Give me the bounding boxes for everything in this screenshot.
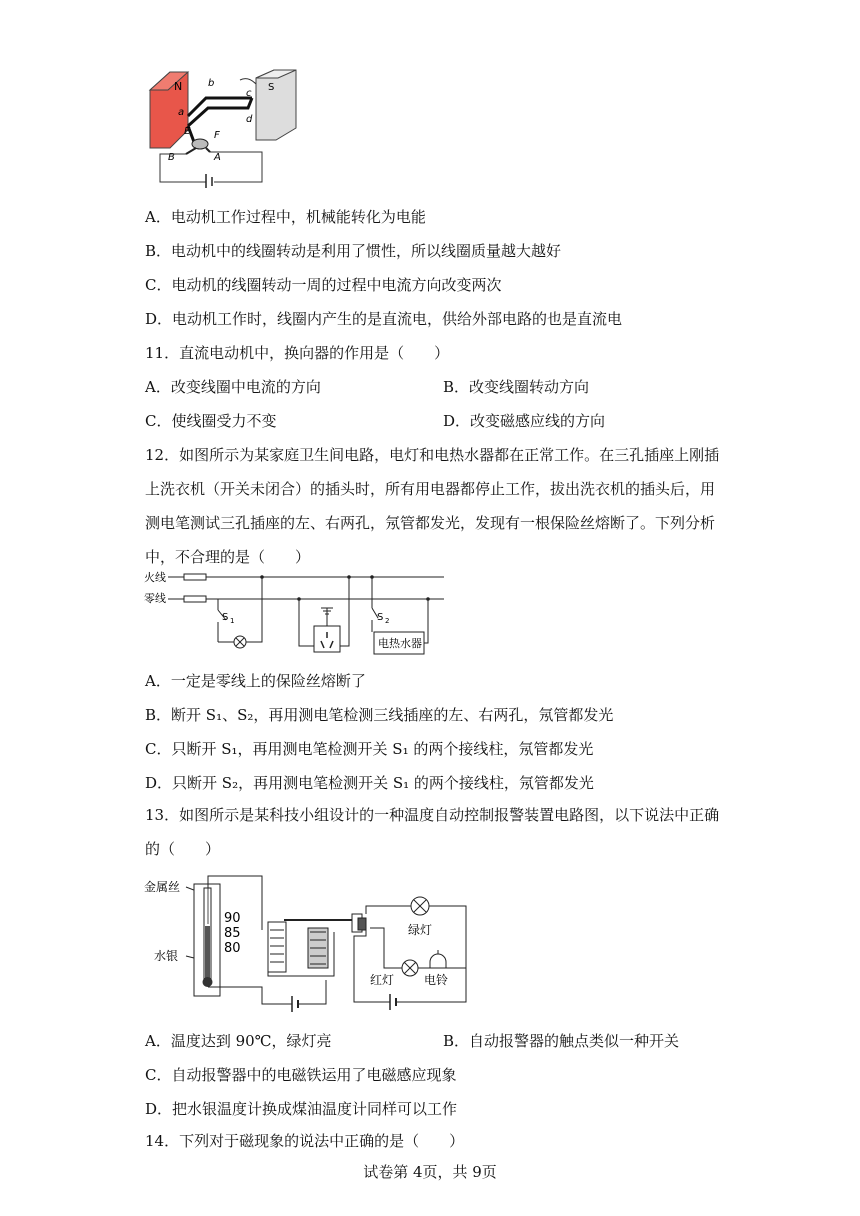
- water-heater-label: 电热水器: [378, 637, 422, 650]
- switch-s2-subscript: 2: [385, 617, 390, 625]
- q12-stem-line-2: 上洗衣机（开关未闭合）的插头时，所有用电器都停止工作，拔出洗衣机的插头后，用: [145, 480, 716, 498]
- q12-option-c: C．只断开 S₁，再用测电笔检测开关 S₁ 的两个接线柱，氖管都发光: [145, 740, 594, 758]
- metal-wire-label: 金属丝: [144, 880, 181, 894]
- switch-s1-subscript: 1: [230, 617, 235, 625]
- q13-option-c: C．自动报警器中的电磁铁运用了电磁感应现象: [145, 1066, 457, 1084]
- q14-stem: 14．下列对于磁现象的说法中正确的是（ ）: [145, 1132, 465, 1150]
- q12-stem-line-3: 测电笔测试三孔插座的左、右两孔，氖管都发光，发现有一根保险丝熔断了。下列分析: [145, 514, 716, 532]
- coil-d-label: d: [246, 114, 253, 125]
- q11-option-c: C．使线圈受力不变: [145, 412, 277, 430]
- q11-option-b: B．改变线圈转动方向: [443, 378, 590, 396]
- motor-figure: [148, 68, 303, 190]
- q13-stem-line-2: 的（ ）: [145, 840, 221, 858]
- q13-option-d: D．把水银温度计换成煤油温度计同样可以工作: [145, 1100, 458, 1118]
- red-light-label: 红灯: [370, 973, 395, 987]
- q12-option-a: A．一定是零线上的保险丝熔断了: [145, 672, 366, 690]
- pole-n-label: N: [174, 80, 183, 93]
- q10-option-b: B．电动机中的线圈转动是利用了惯性，所以线圈质量越大越好: [145, 242, 562, 260]
- q13-option-b: B．自动报警器的触点类似一种开关: [443, 1032, 680, 1050]
- live-wire-label: 火线: [144, 571, 166, 584]
- q10-option-c: C．电动机的线圈转动一周的过程中电流方向改变两次: [145, 276, 502, 294]
- brush-e-label: E: [184, 126, 191, 137]
- mercury-label: 水银: [154, 949, 179, 963]
- page-footer: 试卷第 4页，共 9页: [363, 1163, 497, 1181]
- q11-option-d: D．改变磁感应线的方向: [443, 412, 606, 430]
- q11-option-a: A．改变线圈中电流的方向: [145, 378, 321, 396]
- q13-option-a: A．温度达到 90℃，绿灯亮: [145, 1032, 332, 1050]
- bell-label: 电铃: [424, 973, 449, 987]
- switch-s2-label: S: [377, 612, 384, 623]
- q12-option-d: D．只断开 S₂，再用测电笔检测开关 S₁ 的两个接线柱，氖管都发光: [145, 774, 594, 792]
- q13-stem-line-1: 13．如图所示是某科技小组设计的一种温度自动控制报警装置电路图，以下说法中正确: [145, 806, 720, 824]
- pole-s-label: S: [268, 82, 275, 93]
- q11-stem: 11．直流电动机中，换向器的作用是（ ）: [145, 344, 450, 362]
- q10-option-a: A．电动机工作过程中，机械能转化为电能: [145, 208, 426, 226]
- q12-option-b: B．断开 S₁、S₂，再用测电笔检测三线插座的左、右两孔，氖管都发光: [145, 706, 614, 724]
- brush-a-label: A: [214, 152, 221, 163]
- tick-85: 85: [224, 926, 241, 941]
- brush-f-label: F: [214, 130, 220, 141]
- brush-b-label: B: [168, 152, 175, 163]
- neutral-wire-label: 零线: [144, 592, 166, 605]
- coil-b-label: b: [208, 78, 215, 89]
- q12-stem-line-1: 12．如图所示为某家庭卫生间电路，电灯和电热水器都在正常工作。在三孔插座上刚插: [145, 446, 720, 464]
- switch-s1-label: S: [222, 612, 229, 623]
- q12-stem-line-4: 中，不合理的是（ ）: [145, 548, 311, 566]
- tick-90: 90: [224, 911, 241, 926]
- household-circuit-figure: [144, 568, 449, 660]
- green-light-label: 绿灯: [408, 923, 433, 937]
- q10-option-d: D．电动机工作时，线圈内产生的是直流电，供给外部电路的也是直流电: [145, 310, 623, 328]
- alarm-circuit-figure: [144, 874, 474, 1016]
- coil-c-label: c: [246, 88, 252, 99]
- coil-a-label: a: [178, 107, 185, 118]
- tick-80: 80: [224, 941, 241, 956]
